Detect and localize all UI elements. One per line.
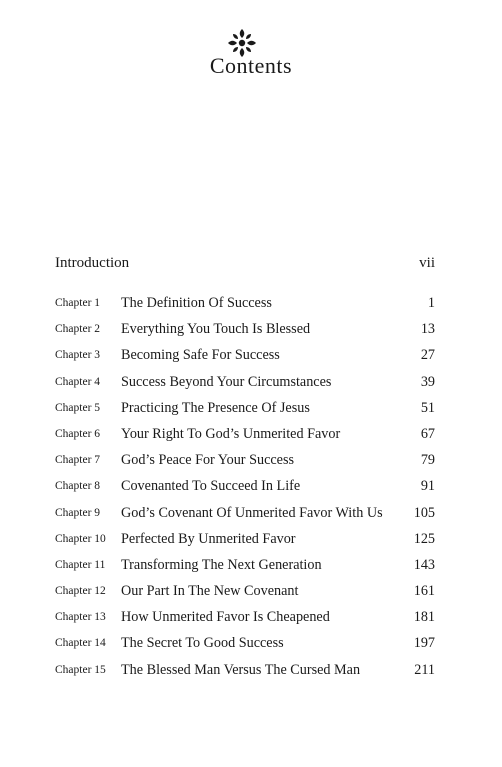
- chapter-number: Chapter 5: [55, 401, 101, 414]
- chapter-number: Chapter 7: [55, 454, 101, 467]
- chapter-number: Chapter 14: [55, 637, 106, 650]
- chapter-page-number: 197: [413, 635, 435, 652]
- chapter-number: Chapter 8: [55, 480, 101, 493]
- chapter-title: Everything You Touch Is Blessed: [121, 321, 311, 338]
- toc-chapter-row: [55, 421, 435, 447]
- toc-chapter-row: [55, 500, 435, 526]
- chapter-number: Chapter 2: [55, 323, 101, 336]
- chapter-title: Our Part In The New Covenant: [121, 583, 299, 600]
- toc-chapter-row: [55, 604, 435, 630]
- chapter-number: Chapter 4: [55, 375, 101, 388]
- chapter-number: Chapter 9: [55, 506, 101, 519]
- toc-chapter-row: [55, 447, 435, 473]
- chapter-page-number: 1: [427, 295, 435, 311]
- chapter-title: God’s Peace For Your Success: [121, 452, 294, 469]
- chapter-title: The Definition Of Success: [121, 295, 272, 311]
- chapter-title: The Secret To Good Success: [121, 635, 284, 652]
- chapter-title: Transforming The Next Generation: [121, 556, 322, 573]
- chapter-page-number: 105: [413, 504, 435, 521]
- chapter-number: Chapter 11: [55, 558, 106, 571]
- toc-chapter-row: [55, 578, 435, 604]
- page-title: Contents: [209, 53, 293, 78]
- chapter-page-number: 67: [420, 425, 435, 442]
- chapter-number: Chapter 12: [55, 585, 106, 598]
- toc-chapter-row: [55, 473, 435, 499]
- chapter-number: Chapter 3: [55, 349, 101, 362]
- toc-chapter-row: [55, 316, 435, 342]
- chapter-title: Practicing The Presence Of Jesus: [121, 399, 310, 416]
- chapter-title: Becoming Safe For Success: [121, 347, 280, 364]
- toc-chapter-row: [55, 526, 435, 552]
- chapter-page-number: 125: [413, 530, 435, 547]
- chapter-title: The Blessed Man Versus The Cursed Man: [121, 661, 361, 678]
- toc-chapter-row: [55, 290, 435, 316]
- chapter-page-number: 91: [420, 478, 435, 495]
- chapter-number: Chapter 1: [55, 297, 101, 309]
- chapter-page-number: 51: [420, 399, 435, 416]
- chapter-page-number: 39: [420, 373, 435, 390]
- chapter-page-number: 211: [414, 661, 435, 678]
- chapter-title: God’s Covenant Of Unmerited Favor With Us: [121, 504, 383, 521]
- table-of-contents: [55, 290, 435, 683]
- chapter-title: Success Beyond Your Circumstances: [121, 373, 332, 390]
- chapter-page-number: 143: [413, 556, 435, 573]
- chapter-number: Chapter 15: [55, 663, 106, 676]
- toc-chapter-row: [55, 342, 435, 368]
- toc-chapter-row: [55, 369, 435, 395]
- toc-chapter-row: [55, 395, 435, 421]
- chapter-title: How Unmerited Favor Is Cheapened: [121, 609, 330, 626]
- chapter-title: Perfected By Unmerited Favor: [121, 530, 296, 547]
- chapter-number: Chapter 6: [55, 427, 101, 440]
- chapter-page-number: 13: [420, 321, 435, 338]
- toc-chapter-row: [55, 657, 435, 683]
- toc-chapter-row: [55, 630, 435, 656]
- toc-chapter-row: [55, 552, 435, 578]
- chapter-page-number: 79: [420, 452, 435, 469]
- chapter-page-number: 181: [413, 609, 435, 626]
- chapter-number: Chapter 10: [55, 532, 106, 545]
- chapter-number: Chapter 13: [55, 611, 106, 624]
- chapter-page-number: 27: [420, 347, 435, 364]
- chapter-title: Covenanted To Succeed In Life: [121, 478, 301, 495]
- chapter-page-number: 161: [413, 583, 435, 600]
- toc-introduction-row: [55, 255, 435, 275]
- introduction-label: Introduction: [55, 255, 130, 271]
- chapter-title: Your Right To God’s Unmerited Favor: [121, 425, 341, 442]
- introduction-page-number: vii: [419, 255, 435, 271]
